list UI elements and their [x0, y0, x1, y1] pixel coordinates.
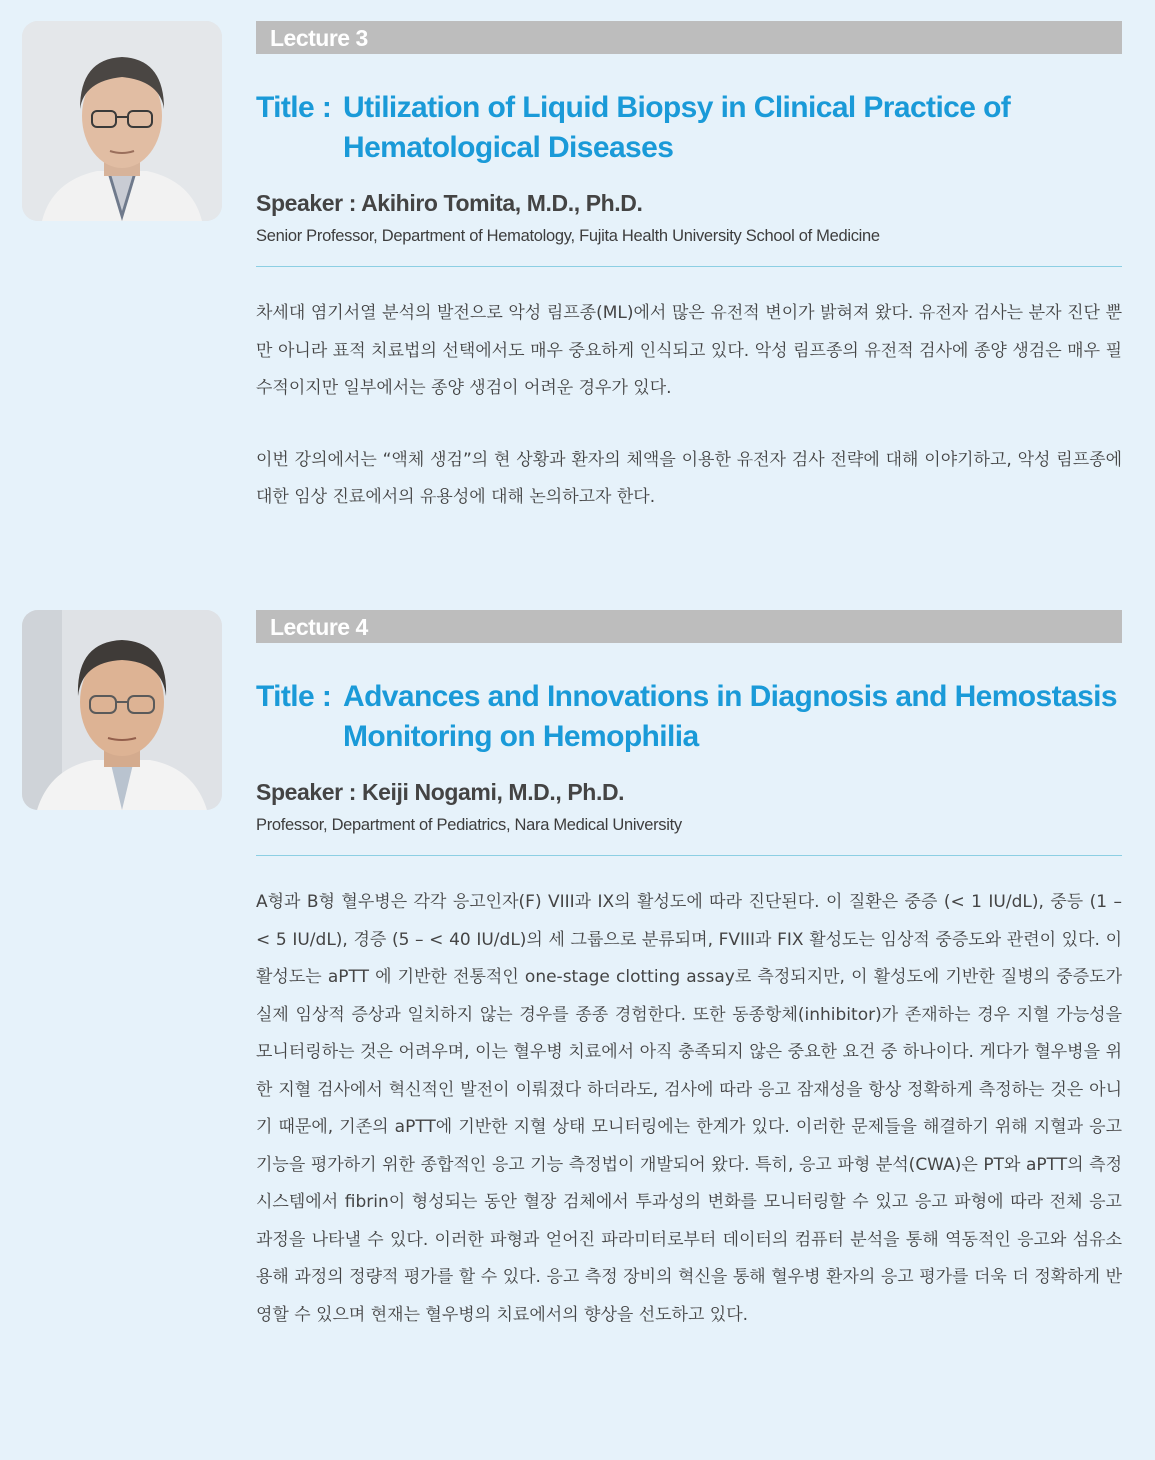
speaker-affiliation: Senior Professor, Department of Hematology, Fujita Health University School of Medicine	[256, 227, 880, 245]
speaker-name: Speaker : Akihiro Tomita, M.D., Ph.D.	[256, 190, 643, 216]
speaker-name: Speaker : Keiji Nogami, M.D., Ph.D.	[256, 779, 625, 805]
speaker-photo-tomita	[22, 21, 222, 221]
section-divider	[256, 855, 1122, 856]
speaker-affiliation: Professor, Department of Pediatrics, Nara Medical University	[256, 816, 682, 834]
lecture-label-bar: Lecture 4	[256, 610, 1122, 643]
title-text: Advances and Innovations in Diagnosis and Hemostasis Monitoring on Hemophilia	[343, 680, 1117, 753]
title-text: Utilization of Liquid Biopsy in Clinical Practice of Hematological Diseases	[343, 91, 1011, 164]
title-prefix: Title :	[256, 680, 339, 713]
section-divider	[256, 266, 1122, 267]
lecture-label-bar: Lecture 3	[256, 21, 1122, 54]
title-prefix: Title :	[256, 91, 339, 124]
abstract-paragraph: A형과 B형 혈우병은 각각 응고인자(F) VIII과 IX의 활성도에 따라 진단된다. 이 질환은 중증 (< 1 IU/dL), 중등 (1 – < 5 IU/dL), 경증 (5 – < 40 IU/dL)의 세 그룹으로 분류되며, FVIII과 FIX 활성도는 임상적 중증도와 관련이 있다. 이 활성도는 aPTT 에 기반한 전통적인 one-stage clotting assay로 측정되지만, 이 활성도에 기반한 질병의 중증도가 실제 임상적 증상과 일치하지 않는 경우를 종종 경험한다. 또한 동종항체(inhibitor)가 존재하는 경우 지혈 가능성을 모니터링하는 것은 어려우며, 이는 혈우병 치료에서 아직 충족되지 않은 중요한 요건 중 하나이다. 게다가 혈우병을 위한 지혈 검사에서 혁신적인 발전이 이뤄졌다 하더라도, 검사에 따라 응고 잠재성을 항상 정확하게 측정하는 것은 아니기 때문에, 기존의 aPTT에 기반한 지혈 상태 모니터링에는 한계가 있다. 이러한 문제들을 해결하기 위해 지혈과 응고 기능을 평가하기 위한 종합적인 응고 기능 측정법이 개발되어 왔다. 특히, 응고 파형 분석(CWA)은 PT와 aPTT의 측정 시스템에서 fibrin이 형성되는 동안 혈장 검체에서 투과성의 변화를 모니터링할 수 있고 응고 파형에 따라 전체 응고 과정을 나타낼 수 있다. 이러한 파형과 얻어진 파라미터로부터 데이터의 컴퓨터 분석을 통해 역동적인 응고와 섬유소 용해 과정의 정량적 평가를 할 수 있다. 응고 측정 장비의 혁신을 통해 혈우병 환자의 응고 평가를 더욱 더 정확하게 반영할 수 있으며 현재는 혈우병의 치료에서의 향상을 선도하고 있다.	[256, 892, 1122, 1325]
lecture-title	[256, 88, 1122, 168]
speaker-photo-nogami	[22, 610, 222, 810]
abstract-paragraph: 차세대 염기서열 분석의 발전으로 악성 림프종(ML)에서 많은 유전적 변이가 밝혀져 왔다. 유전자 검사는 분자 진단 뿐만 아니라 표적 치료법의 선택에서도 매우 중요하게 인식되고 있다. 악성 림프종의 유전적 검사에 종양 생검은 매우 필수적이지만 일부에서는 종양 생검이 어려운 경우가 있다.	[256, 303, 1122, 398]
abstract-paragraph: 이번 강의에서는 “액체 생검”의 현 상황과 환자의 체액을 이용한 유전자 검사 전략에 대해 이야기하고, 악성 림프종에 대한 임상 진료에서의 유용성에 대해 논의하고자 한다.	[256, 449, 1122, 507]
lecture-title	[256, 677, 1122, 757]
